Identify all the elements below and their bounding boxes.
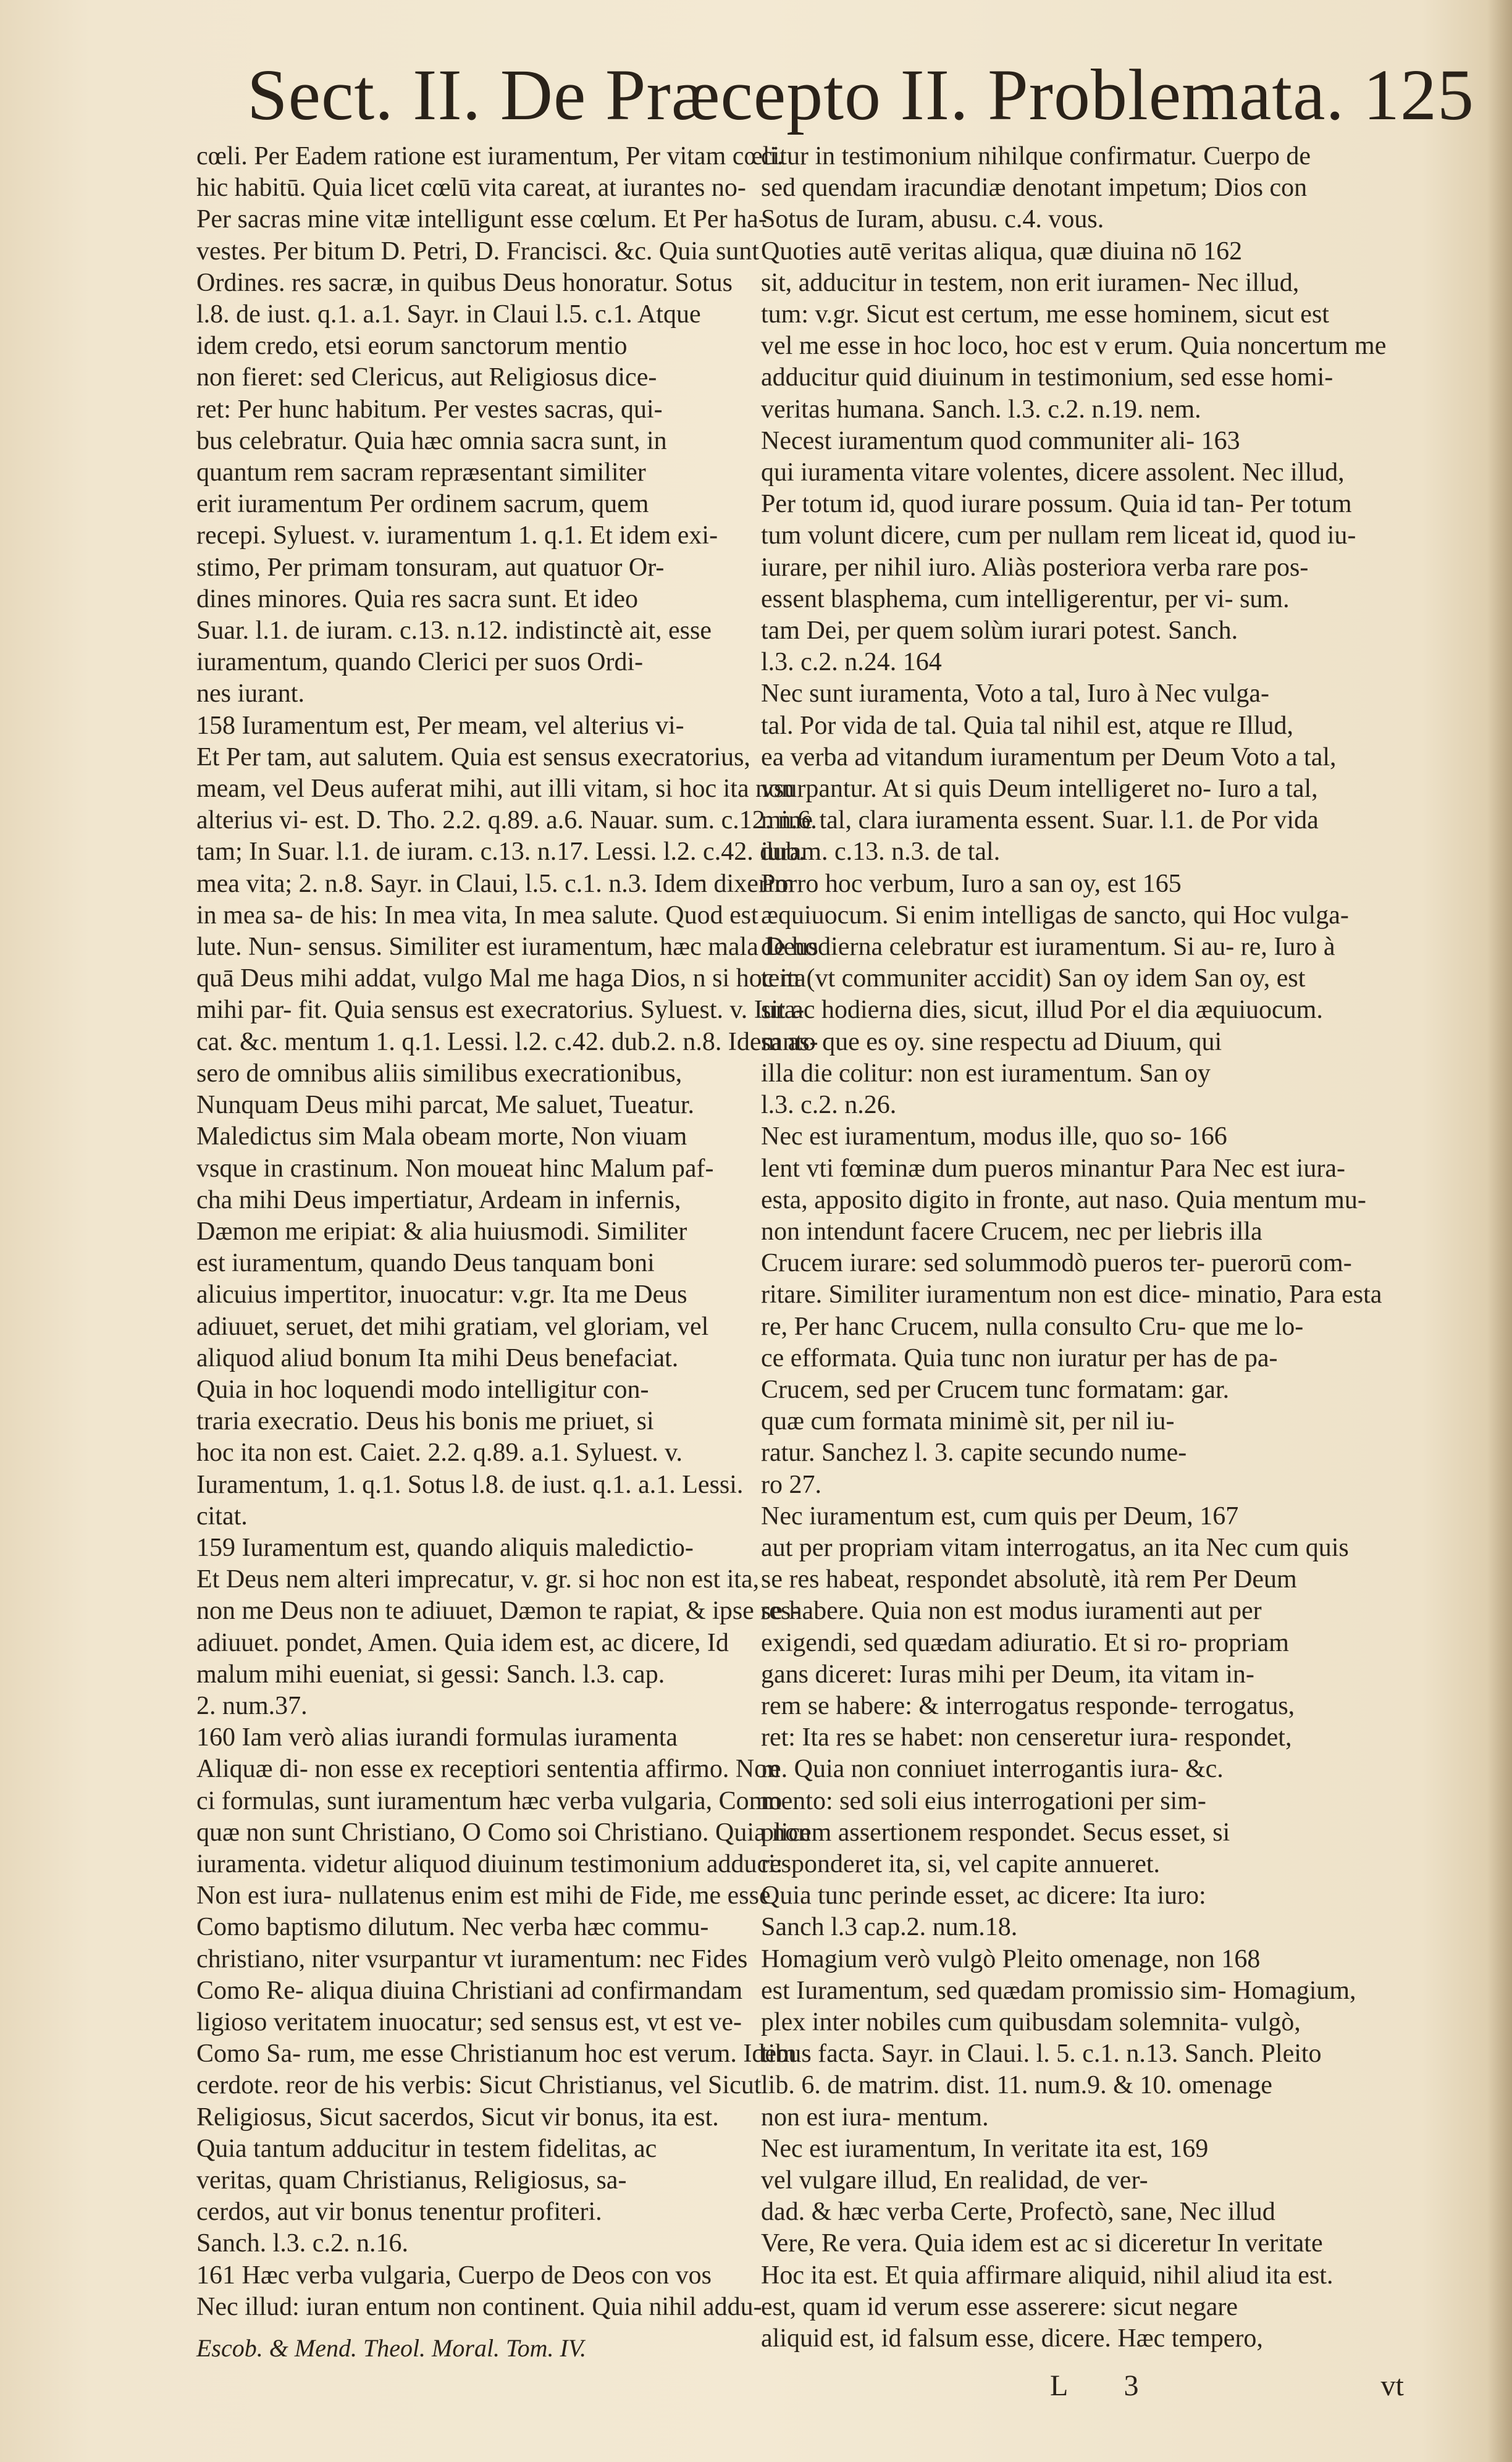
- text-line: iurare, per nihil iuro. Aliàs posteriora verba rare pos-: [761, 553, 1309, 582]
- text-line: vsurpantur. At si quis Deum intelligeret no- Iuro a tal,: [761, 775, 1318, 804]
- text-line: Nec est iuramentum, modus ille, quo so- 166: [761, 1122, 1227, 1151]
- text-line: Sanch. l.3. c.2. n.16.: [196, 2229, 408, 2258]
- text-line: Como baptismo dilutum. Nec verba hæc commu-: [196, 1913, 709, 1942]
- text-line: ratur. Sanchez l. 3. capite secundo nume-: [761, 1439, 1187, 1468]
- text-line: sit ac hodierna dies, sicut, illud Por el dia æquiuocum.: [761, 996, 1323, 1025]
- text-line: Religiosus, Sicut sacerdos, Sicut vir bonus, ita est.: [196, 2103, 719, 2132]
- text-line: de hodierna celebratur est iuramentum. Si au- re, Iuro à: [761, 933, 1335, 962]
- text-line: christiano, niter vsurpantur vt iuramentum: nec Fides: [196, 1944, 748, 1973]
- text-line: se habere. Quia non est modus iuramenti aut per: [761, 1597, 1262, 1626]
- text-line: Non est iura- nullatenus enim est mihi de Fide, me esse: [196, 1881, 771, 1910]
- text-line: ret: Per hunc habitum. Per vestes sacras, qui-: [196, 395, 663, 424]
- text-line: exigendi, sed quædam adiuratio. Et si ro- propriam: [761, 1628, 1289, 1657]
- text-line: mihi par- fit. Quia sensus est execratorius. Syluest. v. Iura-: [196, 996, 805, 1025]
- text-line: lib. 6. de matrim. dist. 11. num.9. & 10. omenage: [761, 2071, 1272, 2100]
- footer-running-title: Escob. & Mend. Theol. Moral. Tom. IV.: [196, 2334, 587, 2362]
- text-line: Quia in hoc loquendi modo intelligitur con-: [196, 1375, 649, 1404]
- text-line: tum volunt dicere, cum per nullam rem liceat id, quod iu-: [761, 521, 1356, 550]
- text-line: quæ cum formata minimè sit, per nil iu-: [761, 1407, 1175, 1436]
- header-title: Sect. II. De Præcepto II. Problemata.: [247, 54, 1345, 135]
- text-line: iuramentum, quando Clerici per suos Ordi-: [196, 648, 644, 677]
- text-line: meam, vel Deus auferat mihi, aut illi vitam, si hoc ita non: [196, 775, 795, 804]
- text-line: sed quendam iracundiæ denotant impetum; Dios con: [761, 174, 1308, 203]
- text-line: sit, adducitur in testem, non erit iuramen- Nec illud,: [761, 268, 1300, 297]
- text-line: cœli. Per Eadem ratione est iuramentum, Per vitam cœli.: [196, 142, 784, 170]
- text-line: vsque in crastinum. Non moueat hinc Malum paf-: [196, 1154, 714, 1183]
- text-line: cerdos, aut vir bonus tenentur profiteri.: [196, 2198, 602, 2227]
- text-line: vestes. Per bitum D. Petri, D. Francisci. &c. Quia sunt: [196, 237, 760, 266]
- text-line: se res habeat, respondet absolutè, ità rem Per Deum: [761, 1565, 1297, 1594]
- text-line: esta, apposito digito in fronte, aut naso. Quia mentum mu-: [761, 1185, 1366, 1214]
- text-line: erit iuramentum Per ordinem sacrum, quem: [196, 490, 649, 519]
- text-line: hic habitū. Quia licet cœlū vita careat, at iurantes no-: [196, 174, 746, 203]
- text-line: Nec iuramentum est, cum quis per Deum, 167: [761, 1502, 1239, 1531]
- text-line: aliquid est, id falsum esse, dicere. Hæc tempero,: [761, 2324, 1263, 2353]
- text-line: lent vti fœminæ dum pueros minantur Para Nec est iura-: [761, 1154, 1345, 1183]
- text-line: sero de omnibus aliis similibus execrationibus,: [196, 1059, 682, 1088]
- text-line: gans diceret: Iuras mihi per Deum, ita vitam in-: [761, 1660, 1254, 1689]
- text-line: alterius vi- est. D. Tho. 2.2. q.89. a.6. Nauar. sum. c.12. n.6.: [196, 806, 817, 835]
- text-line: quæ non sunt Christiano, O Como soi Christiano. Quia non: [196, 1818, 812, 1847]
- page-number: 125: [1363, 54, 1474, 135]
- text-line: tem (vt communiter accidit) San oy idem San oy, est: [761, 964, 1306, 993]
- text-line: ce efformata. Quia tunc non iuratur per has de pa-: [761, 1343, 1278, 1372]
- text-line: Et Per tam, aut salutem. Quia est sensus execratorius,: [196, 742, 750, 771]
- text-line: non est iura- mentum.: [761, 2103, 989, 2132]
- text-line: 160 Iam verò alias iurandi formulas iuramenta: [196, 1723, 678, 1752]
- text-line: essent blasphema, cum intelligerentur, per vi- sum.: [761, 584, 1290, 613]
- text-line: ro 27.: [761, 1470, 821, 1499]
- text-line: 161 Hæc verba vulgaria, Cuerpo de Deos con vos: [196, 2261, 712, 2290]
- text-line: ci formulas, sunt iuramentum hæc verba vulgaria, Como: [196, 1786, 783, 1815]
- text-line: Sotus de Iuram, abusu. c.4. vous.: [761, 205, 1104, 234]
- text-line: Ordines. res sacræ, in quibus Deus honoratur. Sotus: [196, 268, 733, 297]
- text-line: est Iuramentum, sed quædam promissio sim- Homagium,: [761, 1976, 1356, 2005]
- text-line: 2. num.37.: [196, 1691, 308, 1720]
- text-line: plicem assertionem respondet. Secus esset, si: [761, 1818, 1230, 1847]
- text-line: adiuuet, seruet, det mihi gratiam, vel gloriam, vel: [196, 1312, 709, 1341]
- text-line: stimo, Per primam tonsuram, aut quatuor Or-: [196, 553, 665, 582]
- text-line: Suar. l.1. de iuram. c.13. n.12. indistinctè ait, esse: [196, 616, 712, 645]
- page-edge-shadow: [1487, 0, 1512, 2462]
- text-line: Sanch l.3 cap.2. num.18.: [761, 1913, 1018, 1942]
- text-line: mine tal, clara iuramenta essent. Suar. l.1. de Por vida: [761, 806, 1319, 835]
- text-line: idem credo, etsi eorum sanctorum mentio: [196, 332, 628, 361]
- text-line: tal. Por vida de tal. Quia tal nihil est, atque re Illud,: [761, 711, 1293, 740]
- text-line: responderet ita, si, vel capite annueret.: [761, 1849, 1161, 1878]
- text-line: malum mihi eueniat, si gessi: Sanch. l.3. cap.: [196, 1660, 665, 1689]
- text-line: hoc ita non est. Caiet. 2.2. q.89. a.1. Syluest. v.: [196, 1439, 683, 1468]
- text-line: Crucem iurare: sed solummodò pueros ter- puerorū com-: [761, 1249, 1352, 1278]
- text-line: ligioso veritatem inuocatur; sed sensus est, vt est ve-: [196, 2007, 742, 2036]
- text-line: tam Dei, per quem solùm iurari potest. Sanch.: [761, 616, 1238, 645]
- text-line: quā Deus mihi addat, vulgo Mal me haga Dios, n si hoc ita: [196, 964, 806, 993]
- text-line: veritas humana. Sanch. l.3. c.2. n.19. nem.: [761, 395, 1201, 424]
- text-line: cerdote. reor de his verbis: Sicut Christianus, vel Sicut: [196, 2071, 762, 2100]
- text-line: non fieret: sed Clericus, aut Religiosus dice-: [196, 363, 657, 392]
- text-line: tibus facta. Sayr. in Claui. l. 5. c.1. n.13. Sanch. Pleito: [761, 2040, 1322, 2069]
- text-line: mento: sed soli eius interrogationi per sim-: [761, 1786, 1206, 1815]
- text-line: Quia tantum adducitur in testem fidelitas, ac: [196, 2134, 657, 2163]
- text-line: Nunquam Deus mihi parcat, Me saluet, Tueatur.: [196, 1091, 695, 1120]
- text-line: Quoties autē veritas aliqua, quæ diuina nō 162: [761, 237, 1243, 266]
- text-line: nes iurant.: [196, 679, 304, 708]
- right-text-column: [761, 141, 1387, 2355]
- text-line: tum: v.gr. Sicut est certum, me esse hominem, sicut est: [761, 300, 1329, 329]
- text-line: Quia tunc perinde esset, ac dicere: Ita iuro:: [761, 1881, 1206, 1910]
- text-line: Vere, Re vera. Quia idem est ac si diceretur In veritate: [761, 2229, 1323, 2258]
- text-line: Porro hoc verbum, Iuro a san oy, est 165: [761, 869, 1182, 898]
- text-line: tam; In Suar. l.1. de iuram. c.13. n.17. Lessi. l.2. c.42. dub.: [196, 838, 805, 867]
- text-line: vel vulgare illud, En realidad, de ver-: [761, 2166, 1148, 2195]
- text-line: iuram. c.13. n.3. de tal.: [761, 838, 1001, 867]
- text-line: Per totum id, quod iurare possum. Quia id tan- Per totum: [761, 490, 1352, 519]
- text-line: non intendunt facere Crucem, nec per liebris illa: [761, 1217, 1262, 1246]
- text-line: vel me esse in hoc loco, hoc est v erum. Quia noncertum me: [761, 332, 1387, 361]
- text-line: ritare. Similiter iuramentum non est dice- minatio, Para esta: [761, 1280, 1382, 1309]
- text-line: citat.: [196, 1502, 248, 1531]
- text-line: quantum rem sacram repræsentant similiter: [196, 458, 646, 487]
- text-line: illa die colitur: non est iuramentum. San oy: [761, 1059, 1211, 1088]
- text-line: rem se habere: & interrogatus responde- terrogatus,: [761, 1691, 1295, 1720]
- text-line: traria execratio. Deus his bonis me priuet, si: [196, 1407, 654, 1436]
- text-line: lute. Nun- sensus. Similiter est iuramentum, hæc mala Deus: [196, 933, 818, 962]
- text-line: Dæmon me eripiat: & alia huiusmodi. Similiter: [196, 1217, 687, 1246]
- text-line: 159 Iuramentum est, quando aliquis maledictio-: [196, 1533, 694, 1562]
- text-line: re, Per hanc Crucem, nulla consulto Cru- que me lo-: [761, 1312, 1304, 1341]
- signature-text: L 3: [1050, 2369, 1164, 2402]
- text-line: in mea sa- de his: In mea vita, In mea salute. Quod est: [196, 901, 758, 930]
- text-line: Per sacras mine vitæ intelligunt esse cœlum. Et Per ha-: [196, 205, 767, 234]
- text-line: Nec illud: iuran entum non continent. Quia nihil addu-: [196, 2292, 762, 2321]
- text-line: dines minores. Quia res sacra sunt. Et ideo: [196, 584, 638, 613]
- text-line: adducitur quid diuinum in testimonium, sed esse homi-: [761, 363, 1334, 392]
- text-line: Como Re- aliqua diuina Christiani ad confirmandam: [196, 1976, 743, 2005]
- text-line: aut per propriam vitam interrogatus, an ita Nec cum quis: [761, 1533, 1349, 1562]
- text-line: ea verba ad vitandum iuramentum per Deum Voto a tal,: [761, 742, 1337, 771]
- text-line: Necest iuramentum quod communiter ali- 163: [761, 426, 1240, 455]
- text-line: dad. & hæc verba Certe, Profectò, sane, Nec illud: [761, 2198, 1275, 2227]
- text-line: l.8. de iust. q.1. a.1. Sayr. in Claui l.5. c.1. Atque: [196, 300, 701, 329]
- text-line: Nec est iuramentum, In veritate ita est, 169: [761, 2134, 1209, 2163]
- running-header: [247, 54, 1474, 135]
- text-line: alicuius impertitor, inuocatur: v.gr. Ita me Deus: [196, 1280, 687, 1309]
- text-line: recepi. Syluest. v. iuramentum 1. q.1. Et idem exi-: [196, 521, 718, 550]
- text-line: Iuramentum, 1. q.1. Sotus l.8. de iust. q.1. a.1. Lessi.: [196, 1470, 744, 1499]
- text-line: ret: Ita res se habet: non censeretur iura- respondet,: [761, 1723, 1292, 1752]
- text-line: Homagium verò vulgò Pleito omenage, non 168: [761, 1944, 1261, 1973]
- text-line: citur in testimonium nihilque confirmatur. Cuerpo de: [761, 142, 1311, 170]
- text-line: non me Deus non te adiuuet, Dæmon te rapiat, & ipse res-: [196, 1597, 800, 1626]
- text-line: plex inter nobiles cum quibusdam solemnita- vulgò,: [761, 2007, 1301, 2036]
- text-line: Aliquæ di- non esse ex receptiori sententia affirmo. Non: [196, 1755, 781, 1784]
- text-line: Como Sa- rum, me esse Christianum hoc est verum. Idem: [196, 2040, 797, 2069]
- signature-mark: [1050, 2369, 1404, 2403]
- text-line: est iuramentum, quando Deus tanquam boni: [196, 1249, 655, 1278]
- text-line: veritas, quam Christianus, Religiosus, sa-: [196, 2166, 627, 2195]
- text-line: Hoc ita est. Et quia affirmare aliquid, nihil aliud ita est.: [761, 2261, 1334, 2290]
- text-line: mea vita; 2. n.8. Sayr. in Claui, l.5. c.1. n.3. Idem dixerim: [196, 869, 795, 898]
- text-line: Nec sunt iuramenta, Voto a tal, Iuro à Nec vulga-: [761, 679, 1270, 708]
- text-line: l.3. c.2. n.26.: [761, 1091, 897, 1120]
- catchword: vt: [1380, 2369, 1404, 2402]
- text-line: aliquod aliud bonum Ita mihi Deus benefaciat.: [196, 1343, 679, 1372]
- text-line: est, quam id verum esse asserere: sicut negare: [761, 2292, 1238, 2321]
- text-line: cha mihi Deus impertiatur, Ardeam in infernis,: [196, 1185, 681, 1214]
- text-line: qui iuramenta vitare volentes, dicere assolent. Nec illud,: [761, 458, 1345, 487]
- text-line: l.3. c.2. n.24. 164: [761, 648, 942, 677]
- text-line: Et Deus nem alteri imprecatur, v. gr. si hoc non est ita,: [196, 1565, 760, 1594]
- text-line: æquiuocum. Si enim intelligas de sancto, qui Hoc vulga-: [761, 901, 1349, 930]
- text-line: bus celebratur. Quia hæc omnia sacra sunt, in: [196, 426, 667, 455]
- text-line: 158 Iuramentum est, Per meam, vel alterius vi-: [196, 711, 684, 740]
- text-line: Crucem, sed per Crucem tunc formatam: gar.: [761, 1375, 1230, 1404]
- text-line: Maledictus sim Mala obeam morte, Non viuam: [196, 1122, 687, 1151]
- text-line: re. Quia non conniuet interrogantis iura- &c.: [761, 1755, 1224, 1784]
- text-line: adiuuet. pondet, Amen. Quia idem est, ac dicere, Id: [196, 1628, 729, 1657]
- text-line: iuramenta. videtur aliquod diuinum testimonium adduci:: [196, 1849, 783, 1878]
- text-line: santo que es oy. sine respectu ad Diuum, qui: [761, 1027, 1222, 1056]
- text-line: cat. &c. mentum 1. q.1. Lessi. l.2. c.42. dub.2. n.8. Idem as-: [196, 1027, 818, 1056]
